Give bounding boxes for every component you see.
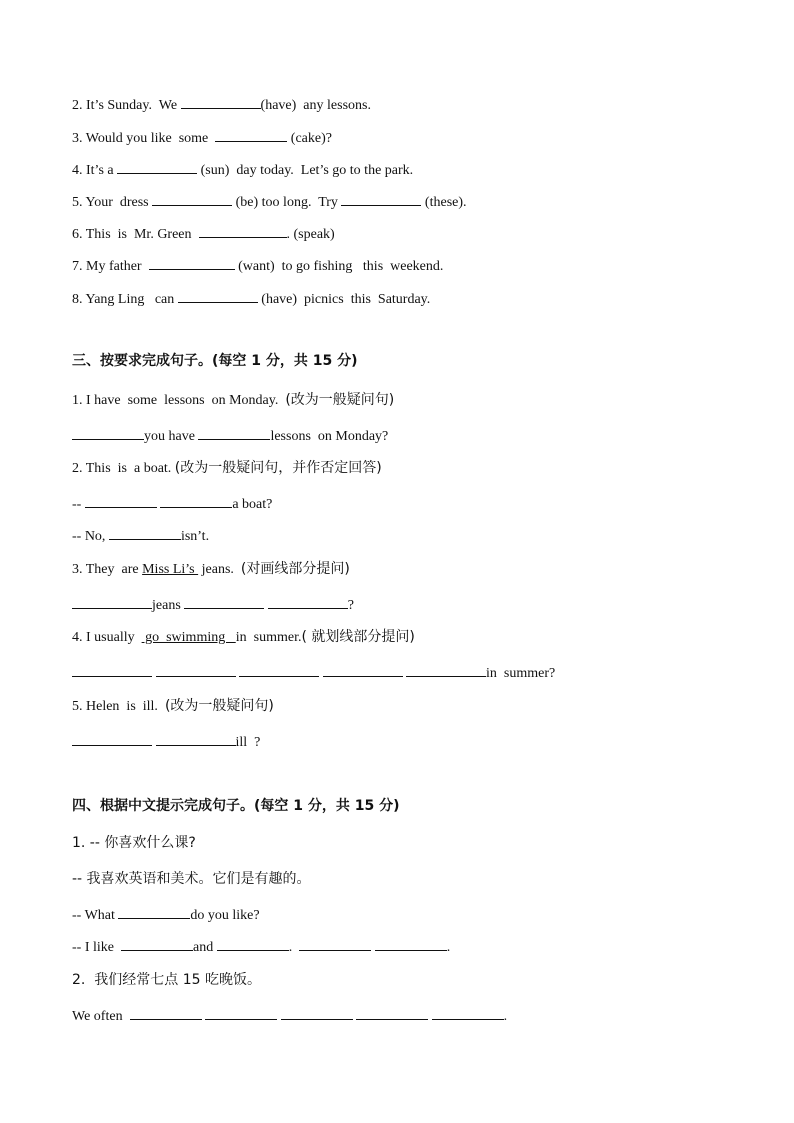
text: in summer? [486, 666, 556, 681]
answer-blank[interactable] [72, 732, 152, 746]
text: 2. It’s Sunday. We [72, 98, 181, 113]
answer-blank[interactable] [72, 663, 152, 677]
instruction-note: (改为一般疑问句，并作否定回答) [174, 460, 382, 476]
text: (have) any lessons. [260, 98, 371, 113]
text: -- I like [72, 940, 121, 955]
instruction-note: ( 就划线部分提问) [301, 629, 415, 645]
exercise-4-1-cn-a: 1. -- 你喜欢什么课? [72, 835, 196, 851]
section-heading-3: 三、按要求完成句子。(每空 1 分，共 15 分) [72, 353, 358, 369]
exercise-3-2 [72, 459, 382, 478]
answer-blank[interactable] [299, 937, 371, 951]
text: and [192, 940, 217, 955]
instruction-note: (改为一般疑问句) [285, 392, 395, 408]
answer-blank[interactable] [268, 595, 348, 609]
text: jeans [152, 598, 185, 613]
exercise-3-5 [72, 697, 274, 716]
text: lessons on Monday? [270, 429, 389, 444]
answer-blank[interactable] [118, 905, 190, 919]
exercise-2-6 [72, 224, 335, 244]
exercise-3-4 [72, 628, 415, 647]
answer-blank[interactable] [375, 937, 447, 951]
text: 5. Your dress [72, 195, 153, 210]
text: . [288, 940, 300, 955]
text: -- What [72, 908, 119, 923]
answer-blank[interactable] [198, 426, 270, 440]
answer-blank[interactable] [217, 937, 289, 951]
answer-line-3-4 [72, 663, 555, 683]
underlined-text: Miss Li’s [142, 562, 199, 577]
text: do you like? [190, 908, 260, 923]
text: . [446, 940, 451, 955]
answer-blank[interactable] [109, 526, 181, 540]
text: . [503, 1009, 508, 1024]
text: We often [72, 1009, 130, 1024]
exercise-2-5 [72, 192, 467, 212]
exercise-2-3 [72, 128, 332, 148]
text: 3. They are [72, 562, 143, 577]
answer-blank[interactable] [215, 128, 287, 142]
exercise-3-3 [72, 560, 350, 579]
text: (sun) day today. Let’s go to the park. [197, 163, 414, 178]
exercise-2-7 [72, 256, 443, 276]
text: 4. I usually [72, 630, 142, 645]
exercise-4-1-en-a [72, 905, 260, 925]
text: (have) picnics this Saturday. [257, 292, 431, 307]
text: 6. This is Mr. Green [72, 227, 199, 242]
text: 2. This is a boat. [72, 461, 175, 476]
answer-blank[interactable] [199, 224, 287, 238]
answer-line-3-2a [72, 494, 272, 514]
answer-blank[interactable] [152, 192, 232, 206]
exercise-2-8 [72, 289, 430, 309]
section-heading-4: 四、根据中文提示完成句子。(每空 1 分，共 15 分) [72, 798, 400, 814]
answer-blank[interactable] [432, 1006, 504, 1020]
exercise-3-1 [72, 391, 394, 410]
text: 1. I have some lessons on Monday. [72, 393, 286, 408]
text: ill ? [235, 735, 261, 750]
text: isn’t. [180, 529, 210, 544]
text: in summer. [235, 630, 302, 645]
answer-line-3-2b [72, 526, 209, 546]
answer-blank[interactable] [72, 595, 152, 609]
underlined-text: go swimming [141, 630, 236, 645]
answer-blank[interactable] [121, 937, 193, 951]
answer-blank[interactable] [72, 426, 144, 440]
answer-blank[interactable] [281, 1006, 353, 1020]
answer-blank[interactable] [156, 663, 236, 677]
text: 3. Would you like some [72, 131, 216, 146]
answer-line-3-5 [72, 732, 260, 752]
exercise-4-1-en-b [72, 937, 450, 957]
answer-line-3-3 [72, 595, 354, 615]
text: (cake)? [287, 131, 332, 146]
answer-line-3-1 [72, 426, 388, 446]
answer-blank[interactable] [160, 494, 232, 508]
text: 8. Yang Ling can [72, 292, 178, 307]
answer-blank[interactable] [323, 663, 403, 677]
answer-blank[interactable] [149, 256, 235, 270]
text: jeans. [198, 562, 241, 577]
instruction-note: (改为一般疑问句) [164, 698, 274, 714]
instruction-note: (对画线部分提问) [240, 561, 350, 577]
exercise-2-4 [72, 160, 413, 180]
answer-blank[interactable] [406, 663, 486, 677]
text: you have [144, 429, 199, 444]
text: . (speak) [286, 227, 335, 242]
text: (these). [421, 195, 467, 210]
answer-blank[interactable] [184, 595, 264, 609]
text: -- [72, 497, 85, 512]
exercise-4-2-en [72, 1006, 507, 1026]
text: 5. Helen is ill. [72, 699, 165, 714]
answer-blank[interactable] [85, 494, 157, 508]
answer-blank[interactable] [156, 732, 236, 746]
text: (want) to go fishing this weekend. [234, 259, 444, 274]
text: 7. My father [72, 259, 149, 274]
answer-blank[interactable] [205, 1006, 277, 1020]
exercise-4-1-cn-b: -- 我喜欢英语和美术。它们是有趣的。 [72, 871, 311, 887]
answer-blank[interactable] [130, 1006, 202, 1020]
text: 4. It’s a [72, 163, 118, 178]
text: ? [347, 598, 354, 613]
answer-blank[interactable] [356, 1006, 428, 1020]
answer-blank[interactable] [117, 160, 197, 174]
answer-blank[interactable] [341, 192, 421, 206]
text: (be) too long. Try [232, 195, 342, 210]
answer-blank[interactable] [239, 663, 319, 677]
text: a boat? [232, 497, 273, 512]
exercise-4-2-cn: 2. 我们经常七点 15 吃晚饭。 [72, 972, 261, 988]
text: -- No, [72, 529, 109, 544]
answer-blank[interactable] [181, 95, 261, 109]
answer-blank[interactable] [178, 289, 258, 303]
exercise-2-2 [72, 95, 371, 115]
